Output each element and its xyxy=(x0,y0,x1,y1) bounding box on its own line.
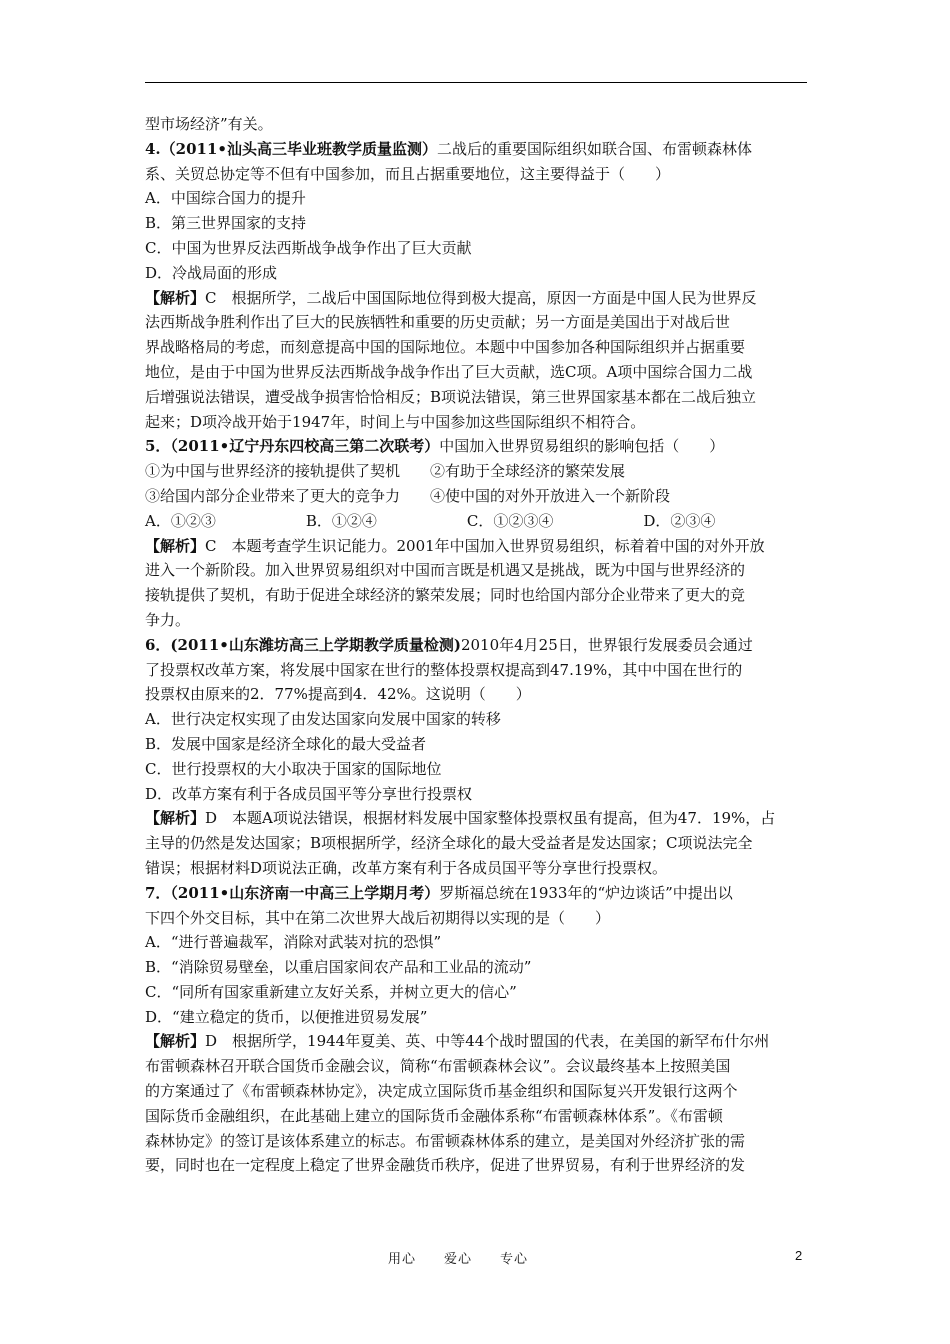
text-line xyxy=(145,1029,807,1054)
line-text: B．发展中国家是经济全球化的最大受益者 xyxy=(145,734,427,753)
text-line xyxy=(145,534,807,559)
text-line xyxy=(145,1129,807,1154)
text-line xyxy=(145,1005,807,1030)
text-line xyxy=(145,558,807,583)
text-line xyxy=(145,162,807,187)
text-line xyxy=(145,335,807,360)
line-text: 后增强说法错误，遭受战争损害恰恰相反；B项说法错误，第三世界国家基本都在二战后独立 xyxy=(145,387,757,406)
line-text: C．“同所有国家重新建立友好关系，并树立更大的信心” xyxy=(145,982,517,1001)
text-line xyxy=(145,261,807,286)
line-text: 要，同时也在一定程度上稳定了世界金融货币秩序，促进了世界贸易，有利于世界经济的发 xyxy=(145,1156,746,1175)
line-text: 布雷顿森林召开联合国货币金融会议，简称“布雷顿森林会议”。会议最终基本上按照美国 xyxy=(145,1057,731,1076)
text-line xyxy=(145,434,807,459)
line-text: C 根据所学，二战后中国国际地位得到极大提高，原因一方面是中国人民为世界反 xyxy=(205,288,757,307)
line-text: 国际货币金融组织，在此基础上建立的国际货币金融体系称“布雷顿森林体系”。《布雷顿 xyxy=(145,1106,723,1125)
line-text: A．世行决定权实现了由发达国家向发展中国家的转移 xyxy=(145,710,501,729)
line-text: 进入一个新阶段。加入世界贸易组织对中国而言既是机遇又是挑战，既为中国与世界经济的 xyxy=(145,561,746,580)
line-text: A．“进行普遍裁军，消除对武装对抗的恐惧” xyxy=(145,933,442,952)
bold-lead: 【解析】 xyxy=(145,288,206,307)
line-text: 错误；根据材料D项说法正确，改革方案有利于各成员国平等分享世行投票权。 xyxy=(145,858,668,877)
text-line xyxy=(145,310,807,335)
page-footer xyxy=(0,1248,950,1268)
text-line xyxy=(145,682,807,707)
line-text: D．冷战局面的形成 xyxy=(145,263,278,282)
line-text: 系、关贸总协定等不但有中国参加，而且占据重要地位，这主要得益于（ ） xyxy=(145,164,671,183)
line-text: B．第三世界国家的支持 xyxy=(145,214,307,233)
text-line xyxy=(145,410,807,435)
line-text: 法西斯战争胜利作出了巨大的民族牺牲和重要的历史贡献；另一方面是美国出于对战后世 xyxy=(145,313,731,332)
line-text: D．“建立稳定的货币，以便推进贸易发展” xyxy=(145,1007,428,1026)
line-text: D 本题A项说法错误，根据材料发展中国家整体投票权虽有提高，但为47．19%，占 xyxy=(205,809,776,828)
line-text: C．世行投票权的大小取决于国家的国际地位 xyxy=(145,759,442,778)
text-line xyxy=(145,881,807,906)
text-line xyxy=(145,385,807,410)
line-text: A．中国综合国力的提升 xyxy=(145,189,306,208)
text-line xyxy=(145,1054,807,1079)
line-text: 界战略格局的考虑，而刻意提高中国的国际地位。本题中中国参加各种国际组织并占据重要 xyxy=(145,338,746,357)
text-line xyxy=(145,1104,807,1129)
bold-lead: 【解析】 xyxy=(145,536,206,555)
text-line xyxy=(145,930,807,955)
line-text: 地位，是由于中国为世界反法西斯战争战争作出了巨大贡献，选C项。A项中国综合国力二战 xyxy=(145,362,753,381)
bold-lead: 【解析】 xyxy=(145,809,206,828)
line-text: B．“消除贸易壁垒，以重启国家间农产品和工业品的流动” xyxy=(145,958,532,977)
line-text: 了投票权改革方案，将发展中国家在世行的整体投票权提高到47.19%，其中中国在世行的 xyxy=(145,660,743,679)
footer-motto: 用心 爱心 专心 xyxy=(388,1252,529,1267)
text-line xyxy=(145,906,807,931)
header-rule xyxy=(145,82,807,83)
bold-lead: 7．（2011•山东济南一中高三上学期月考） xyxy=(145,883,440,902)
bold-lead: 6．(2011•山东潍坊高三上学期教学质量检测) xyxy=(145,635,461,654)
text-line xyxy=(145,137,807,162)
text-line xyxy=(145,286,807,311)
text-line xyxy=(145,459,807,484)
line-text: A．①②③ B．①②④ C．①②③④ D．②③④ xyxy=(145,511,716,530)
line-text: 森林协定》的签订是该体系建立的标志。布雷顿森林体系的建立，是美国对外经济扩张的需 xyxy=(145,1131,746,1150)
text-line xyxy=(145,806,807,831)
bold-lead: 4.（2011•汕头高三毕业班教学质量监测） xyxy=(145,139,437,158)
line-text: 二战后的重要国际组织如联合国、布雷顿森林体 xyxy=(437,139,753,158)
text-line xyxy=(145,732,807,757)
text-line xyxy=(145,509,807,534)
line-text: D．改革方案有利于各成员国平等分享世行投票权 xyxy=(145,784,473,803)
line-text: ①为中国与世界经济的接轨提供了契机 ②有助于全球经济的繁荣发展 xyxy=(145,462,626,481)
text-line xyxy=(145,955,807,980)
text-line xyxy=(145,633,807,658)
text-line xyxy=(145,980,807,1005)
bold-lead: 【解析】 xyxy=(145,1032,206,1051)
line-text: 主导的仍然是发达国家；B项根据所学，经济全球化的最大受益者是发达国家；C项说法完全 xyxy=(145,834,753,853)
line-text: ③给国内部分企业带来了更大的竞争力 ④使中国的对外开放进入一个新阶段 xyxy=(145,486,671,505)
text-line xyxy=(145,1153,807,1178)
line-text: 中国加入世界贸易组织的影响包括（ ） xyxy=(439,437,725,456)
text-line xyxy=(145,707,807,732)
bold-lead: 5．（2011•辽宁丹东四校高三第二次联考） xyxy=(145,437,440,456)
text-line xyxy=(145,658,807,683)
text-line xyxy=(145,236,807,261)
line-text: 的方案通过了《布雷顿森林协定》，决定成立国际货币基金组织和国际复兴开发银行这两个 xyxy=(145,1082,738,1101)
line-text: C 本题考查学生识记能力。2001年中国加入世界贸易组织，标着着中国的对外开放 xyxy=(205,536,765,555)
text-line xyxy=(145,186,807,211)
text-line xyxy=(145,360,807,385)
text-line xyxy=(145,1079,807,1104)
document-body xyxy=(145,112,807,1178)
text-line xyxy=(145,757,807,782)
line-text: 型市场经济”有关。 xyxy=(145,115,273,133)
line-text: 下四个外交目标，其中在第二次世界大战后初期得以实现的是（ ） xyxy=(145,908,611,927)
line-text: C．中国为世界反法西斯战争战争作出了巨大贡献 xyxy=(145,238,472,257)
page-number: 2 xyxy=(795,1248,803,1263)
text-line xyxy=(145,583,807,608)
text-line xyxy=(145,856,807,881)
line-text: 罗斯福总统在1933年的“炉边谈话”中提出以 xyxy=(439,883,733,902)
line-text: D 根据所学，1944年夏美、英、中等44个战时盟国的代表，在美国的新罕布什尔州 xyxy=(205,1032,770,1051)
line-text: 接轨提供了契机，有助于促进全球经济的繁荣发展；同时也给国内部分企业带来了更大的竞 xyxy=(145,586,746,605)
text-line xyxy=(145,112,807,137)
text-line xyxy=(145,608,807,633)
text-line xyxy=(145,484,807,509)
text-line xyxy=(145,211,807,236)
text-line xyxy=(145,782,807,807)
line-text: 起来；D项冷战开始于1947年，时间上与中国参加这些国际组织不相符合。 xyxy=(145,412,646,431)
line-text: 投票权由原来的2．77%提高到4．42%。这说明（ ） xyxy=(145,685,531,704)
line-text: 2010年4月25日，世界银行发展委员会通过 xyxy=(460,635,753,654)
line-text: 争力。 xyxy=(145,610,191,629)
text-line xyxy=(145,831,807,856)
